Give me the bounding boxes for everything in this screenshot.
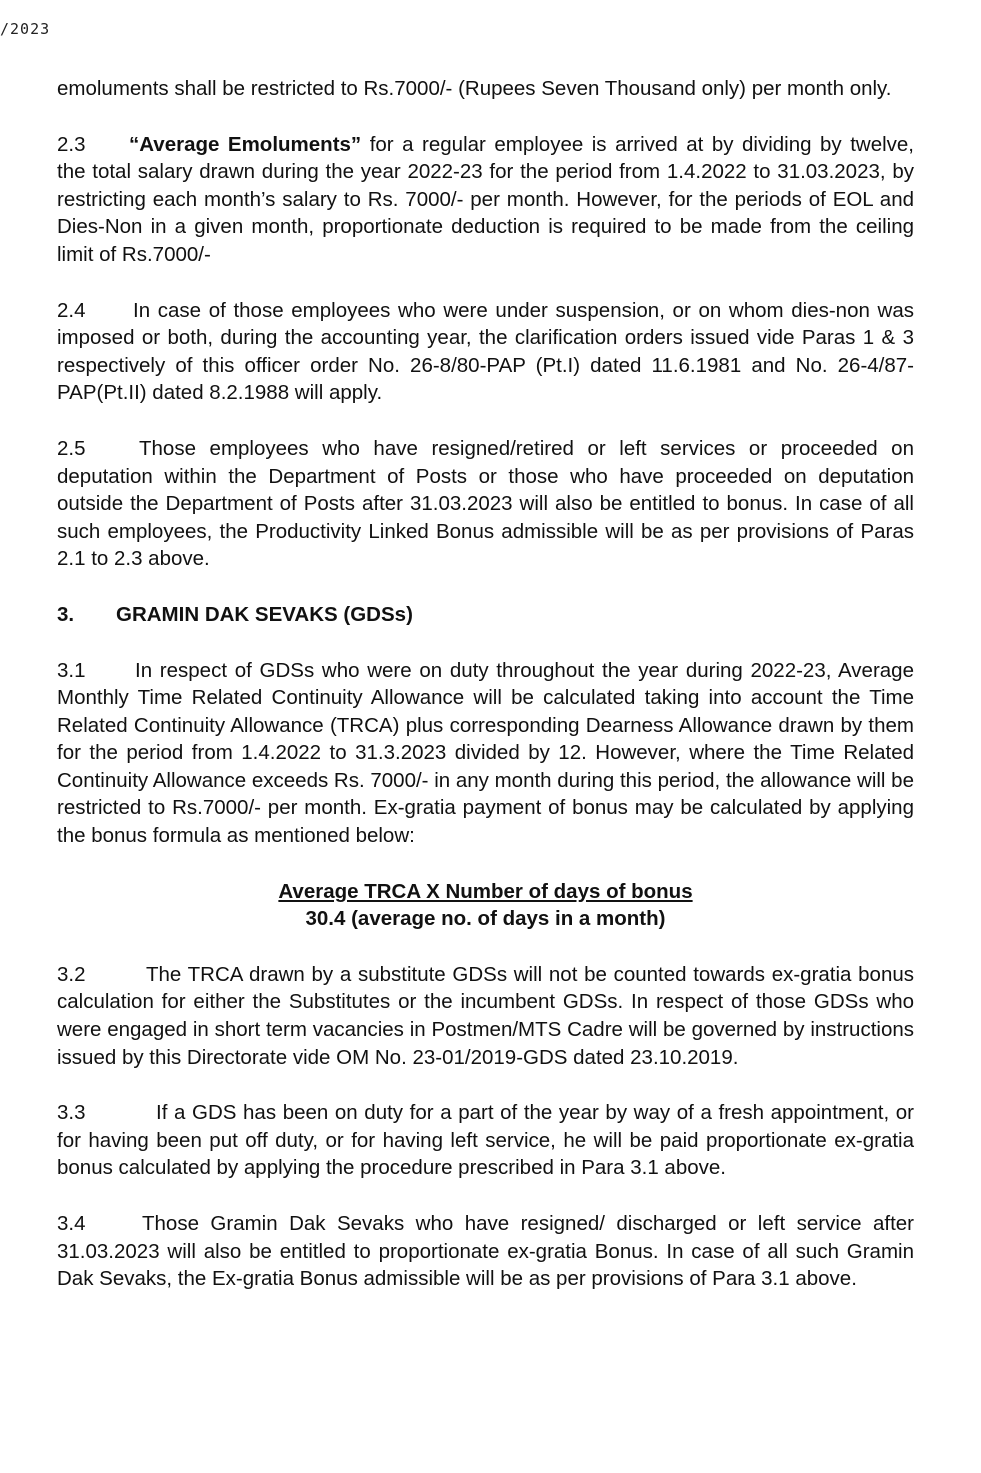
paragraph-text: Those Gramin Dak Sevaks who have resigned/ discharged or left service after 31.03.2023 will also be entitled to proportionate ex-gratia Bonus. In case of all such Gramin Dak Sevaks, the Ex-gratia Bonus admissible will be as per provisions of Para 3.1 above. — [57, 1212, 914, 1291]
bonus-formula — [57, 878, 914, 933]
paragraph-number: 2.3 — [57, 132, 86, 156]
paragraph-number: 3.1 — [57, 658, 86, 682]
paragraph-number: 3.4 — [57, 1212, 86, 1235]
paragraph-text: Those employees who have resigned/retired or left services or proceeded on deputation within the Department of Posts or those who have proceeded on deputation outside the Department of Posts after 31.03.2023 will also be entitled to bonus. In case of all such employees, the Productivity Linked Bonus admissible will be as per provisions of Paras 2.1 to 2.3 above. — [57, 436, 914, 571]
header-date-fragment: /2023 — [0, 20, 51, 38]
document-body — [57, 75, 914, 1321]
paragraph-text: In case of those employees who were under suspension, or on whom dies-non was imposed or both, during the accounting year, the clarification orders issued vide Paras 1 & 3 respectively of this officer order No. 26-8/80-PAP (Pt.I) dated 11.6.1981 and No. 26-4/87-PAP(Pt.II) dated 8.2.1988 will apply. — [57, 298, 914, 405]
formula-denominator: 30.4 (average no. of days in a month) — [305, 907, 666, 931]
paragraph-number: 2.4 — [57, 298, 86, 322]
paragraph-continuation: emoluments shall be restricted to Rs.7000/- (Rupees Seven Thousand only) per month only. — [57, 77, 892, 100]
section-title: GRAMIN DAK SEVAKS (GDSs) — [116, 602, 413, 626]
paragraph-2-3 — [57, 131, 914, 269]
paragraph-2-4 — [57, 297, 914, 407]
paragraph-number: 3.2 — [57, 962, 86, 986]
paragraph-number: 3.3 — [57, 1101, 86, 1125]
paragraph-3-4 — [57, 1210, 914, 1293]
paragraph-text: If a GDS has been on duty for a part of the year by way of a fresh appointment, or for having been put off duty, or for having left service, he will be paid proportionate ex-gratia bonus calculated by applying the procedure prescribed in Para 3.1 above. — [57, 1101, 914, 1180]
paragraph-3-2 — [57, 961, 914, 1071]
paragraph-3-3 — [57, 1099, 914, 1182]
section-number: 3. — [57, 602, 75, 626]
paragraph-2-5 — [57, 435, 914, 573]
paragraph-number: 2.5 — [57, 436, 86, 460]
paragraph-3-1 — [57, 657, 914, 850]
formula-numerator: Average TRCA X Number of days of bonus — [278, 879, 693, 903]
paragraph-text: In respect of GDSs who were on duty throughout the year during 2022-23, Average Monthly Time Related Continuity Allowance will be calculated taking into account the Time Related Continuity Allowance (TRCA) plus corresponding Dearness Allowance drawn by them for the period from 1.4.2022 to 31.3.2023 divided by 12. However, where the Time Related Continuity Allowance exceeds Rs. 7000/- in any month during this period, the allowance will be restricted to Rs.7000/- per month. Ex-gratia payment of bonus may be calculated by applying the bonus formula as mentioned below: — [57, 658, 914, 848]
defined-term: “Average Emoluments” — [129, 132, 362, 156]
paragraph-text: The TRCA drawn by a substitute GDSs will not be counted towards ex-gratia bonus calculation for either the Substitutes or the incumbent GDSs. In respect of those GDSs who were engaged in short term vacancies in Postmen/MTS Cadre will be governed by instructions issued by this Directorate vide OM No. 23-01/2019-GDS dated 23.10.2019. — [57, 962, 914, 1069]
section-heading-3 — [57, 601, 914, 629]
paragraph-text: for a regular employee is arrived at by dividing by twelve, the total salary drawn during the year 2022-23 for the period from 1.4.2022 to 31.03.2023, by restricting each month’s salary to Rs. 7000/- per month. However, for the periods of EOL and Dies-Non in a given month, proportionate deduction is required to be made from the ceiling limit of Rs.7000/- — [57, 132, 914, 266]
